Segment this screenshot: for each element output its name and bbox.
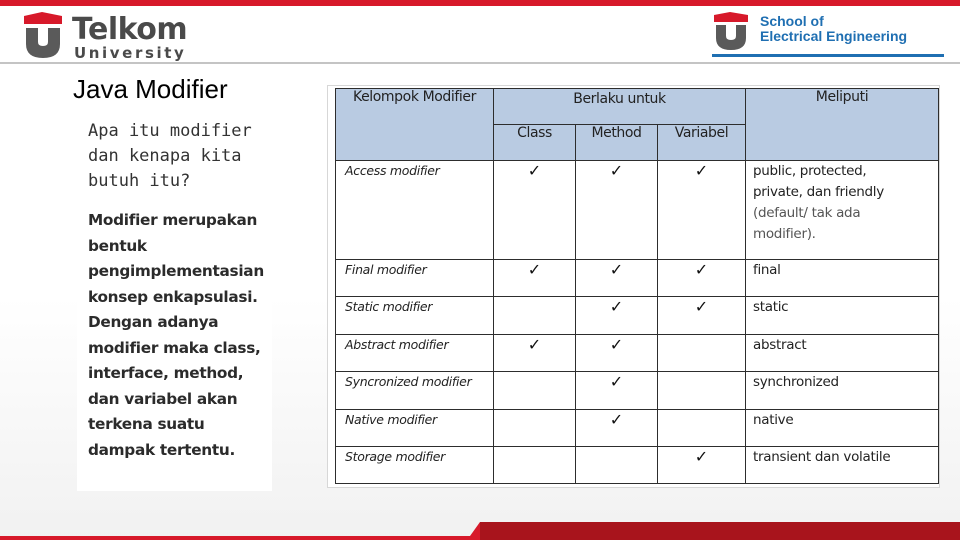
header-applies: Berlaku untuk [494, 89, 746, 125]
row-name: Access modifier [336, 161, 494, 260]
row-name: Syncronized modifier [336, 372, 494, 410]
row-name: Abstract modifier [336, 335, 494, 372]
table-row [336, 410, 939, 447]
check-icon [494, 410, 576, 447]
explanation-panel [77, 113, 272, 491]
header-divider [0, 62, 960, 64]
check-icon: ✓ [576, 335, 658, 372]
school-logo [712, 12, 952, 60]
check-icon [494, 297, 576, 335]
header-method: Method [576, 125, 658, 161]
check-icon: ✓ [494, 335, 576, 372]
table-frame [327, 85, 940, 488]
answer-text: Modifier merupakan bentuk pengimplementasian konsep enkapsulasi. Dengan adanya modifier maka class, interface, method, dan variabel akan terkena suatu dampak tertentu. [88, 211, 264, 459]
header-group: Kelompok Modifier [336, 89, 494, 161]
check-icon: ✓ [494, 260, 576, 297]
check-icon: ✓ [576, 372, 658, 410]
row-covers: static [746, 297, 939, 335]
header-class: Class [494, 125, 576, 161]
row-covers: final [746, 260, 939, 297]
row-covers: abstract [746, 335, 939, 372]
check-icon [658, 410, 746, 447]
row-covers [746, 161, 939, 260]
school-line-1: School of [760, 13, 824, 29]
check-icon: ✓ [576, 161, 658, 260]
table-row [336, 297, 939, 335]
telkom-logo-icon [22, 12, 64, 58]
check-icon [658, 372, 746, 410]
table-row [336, 161, 939, 260]
row-name: Final modifier [336, 260, 494, 297]
check-icon: ✓ [576, 260, 658, 297]
school-line-2: Electrical Engineering [760, 28, 908, 44]
row-name: Static modifier [336, 297, 494, 335]
check-icon: ✓ [576, 297, 658, 335]
row-covers: native [746, 410, 939, 447]
table-row [336, 335, 939, 372]
question-text: Apa itu modifier dan kenapa kita butuh itu? [88, 121, 252, 191]
row-name: Native modifier [336, 410, 494, 447]
check-icon: ✓ [658, 297, 746, 335]
row-covers: synchronized [746, 372, 939, 410]
check-icon [576, 447, 658, 484]
table-row [336, 447, 939, 484]
check-icon: ✓ [658, 447, 746, 484]
check-icon [658, 335, 746, 372]
check-icon [494, 447, 576, 484]
check-icon: ✓ [494, 161, 576, 260]
university-wordmark: University [74, 44, 187, 62]
table-row [336, 260, 939, 297]
row-name: Storage modifier [336, 447, 494, 484]
slide-title: Java Modifier [73, 74, 228, 104]
bottom-red-band [0, 486, 960, 540]
check-icon: ✓ [576, 410, 658, 447]
header-variable: Variabel [658, 125, 746, 161]
row-covers: transient dan volatile [746, 447, 939, 484]
school-logo-icon [712, 12, 750, 50]
modifier-table [335, 88, 939, 484]
check-icon: ✓ [658, 260, 746, 297]
top-red-bar [0, 0, 960, 6]
table-row [336, 372, 939, 410]
telkom-wordmark: Telkom [72, 12, 188, 47]
covers-note: (default/ tak ada modifier). [753, 205, 861, 242]
check-icon: ✓ [658, 161, 746, 260]
header-covers: Meliputi [746, 89, 939, 161]
check-icon [494, 372, 576, 410]
telkom-university-logo [22, 12, 212, 60]
school-name [760, 14, 907, 44]
covers-main: public, protected, private, dan friendly [753, 163, 884, 200]
school-underline [712, 54, 944, 57]
